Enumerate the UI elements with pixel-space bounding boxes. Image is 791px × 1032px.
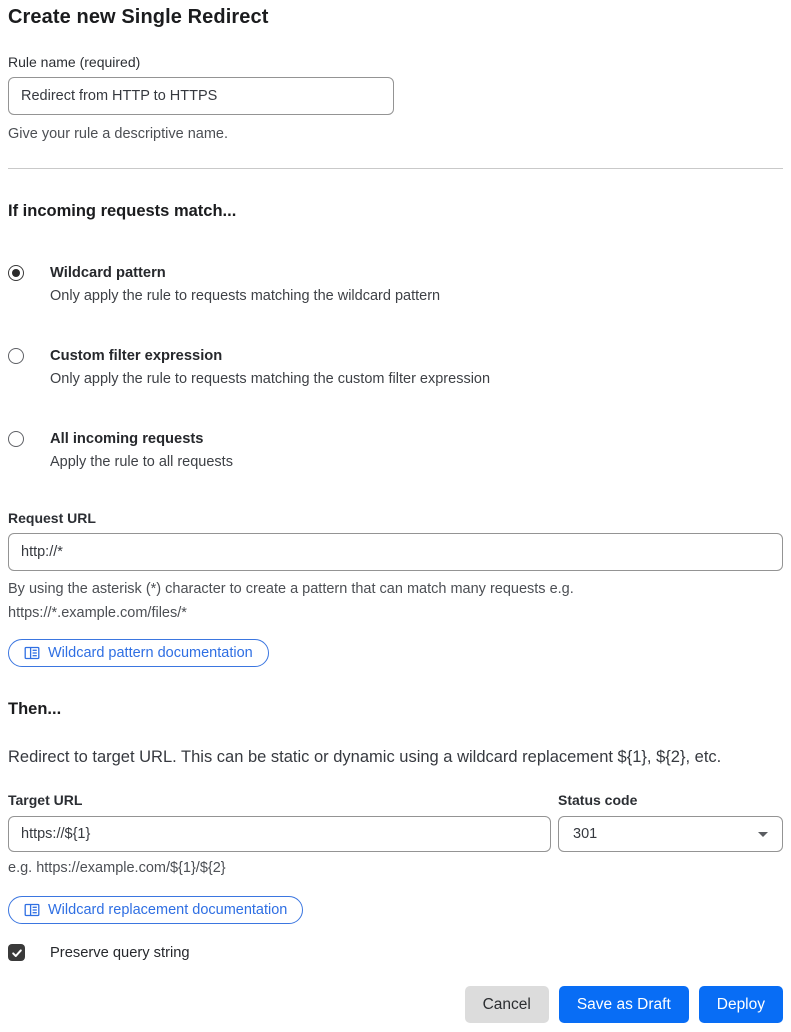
deploy-button[interactable]: Deploy — [699, 986, 783, 1023]
chevron-down-icon — [758, 832, 768, 837]
target-url-help: e.g. https://example.com/${1}/${2} — [8, 860, 226, 876]
page-title: Create new Single Redirect — [8, 6, 269, 28]
rule-name-help: Give your rule a descriptive name. — [8, 126, 229, 142]
doc-button-label: Wildcard pattern documentation — [48, 645, 253, 661]
status-code-value: 301 — [573, 826, 598, 842]
wildcard-pattern-docs-button[interactable] — [8, 639, 269, 667]
wildcard-replacement-docs-button[interactable] — [8, 896, 303, 924]
radio-label: Wildcard pattern — [50, 265, 166, 281]
radio-description: Apply the rule to all requests — [50, 454, 233, 470]
radio-button[interactable] — [8, 348, 24, 364]
preserve-query-checkbox[interactable] — [8, 944, 25, 961]
radio-button[interactable] — [8, 431, 24, 447]
save-as-draft-button[interactable]: Save as Draft — [559, 986, 689, 1023]
request-url-label: Request URL — [8, 510, 96, 526]
checkmark-icon — [11, 947, 23, 959]
radio-button[interactable] — [8, 265, 24, 281]
target-status-row — [8, 792, 783, 876]
target-url-label: Target URL — [8, 792, 83, 808]
open-book-icon — [24, 645, 40, 661]
request-url-help — [8, 577, 783, 625]
status-code-label: Status code — [558, 792, 638, 808]
request-url-help-line1: By using the asterisk (*) character to create a pattern that can match many requests e.g. — [8, 581, 574, 597]
radio-description: Only apply the rule to requests matching the wildcard pattern — [50, 288, 441, 304]
preserve-query-label: Preserve query string — [50, 944, 190, 961]
target-url-section — [8, 792, 551, 876]
cancel-button[interactable]: Cancel — [465, 986, 549, 1023]
status-code-select[interactable] — [558, 816, 783, 852]
radio-description: Only apply the rule to requests matching the custom filter expression — [50, 371, 491, 387]
doc-button-label: Wildcard replacement documentation — [48, 902, 288, 918]
radio-option-custom-filter[interactable] — [8, 346, 783, 389]
status-code-section — [558, 792, 783, 876]
radio-option-wildcard-pattern[interactable] — [8, 263, 783, 306]
then-section-heading: Then... — [8, 700, 62, 718]
then-description: Redirect to target URL. This can be static or dynamic using a wildcard replacement ${1}, ${2}, etc. — [8, 748, 722, 766]
rule-name-label: Rule name (required) — [8, 54, 141, 70]
request-url-help-line2: https://*.example.com/files/* — [8, 605, 187, 621]
request-url-section — [8, 510, 783, 667]
match-section-heading: If incoming requests match... — [8, 202, 237, 220]
open-book-icon — [24, 902, 40, 918]
section-divider — [8, 168, 783, 169]
target-url-input[interactable] — [8, 816, 551, 852]
radio-option-all-requests[interactable] — [8, 429, 783, 472]
footer-actions — [8, 986, 783, 1023]
radio-label: Custom filter expression — [50, 348, 223, 364]
match-type-radio-group — [8, 263, 783, 472]
radio-label: All incoming requests — [50, 431, 204, 447]
preserve-query-string-row[interactable] — [8, 944, 783, 961]
request-url-input[interactable] — [8, 533, 783, 571]
rule-name-input[interactable] — [8, 77, 394, 115]
